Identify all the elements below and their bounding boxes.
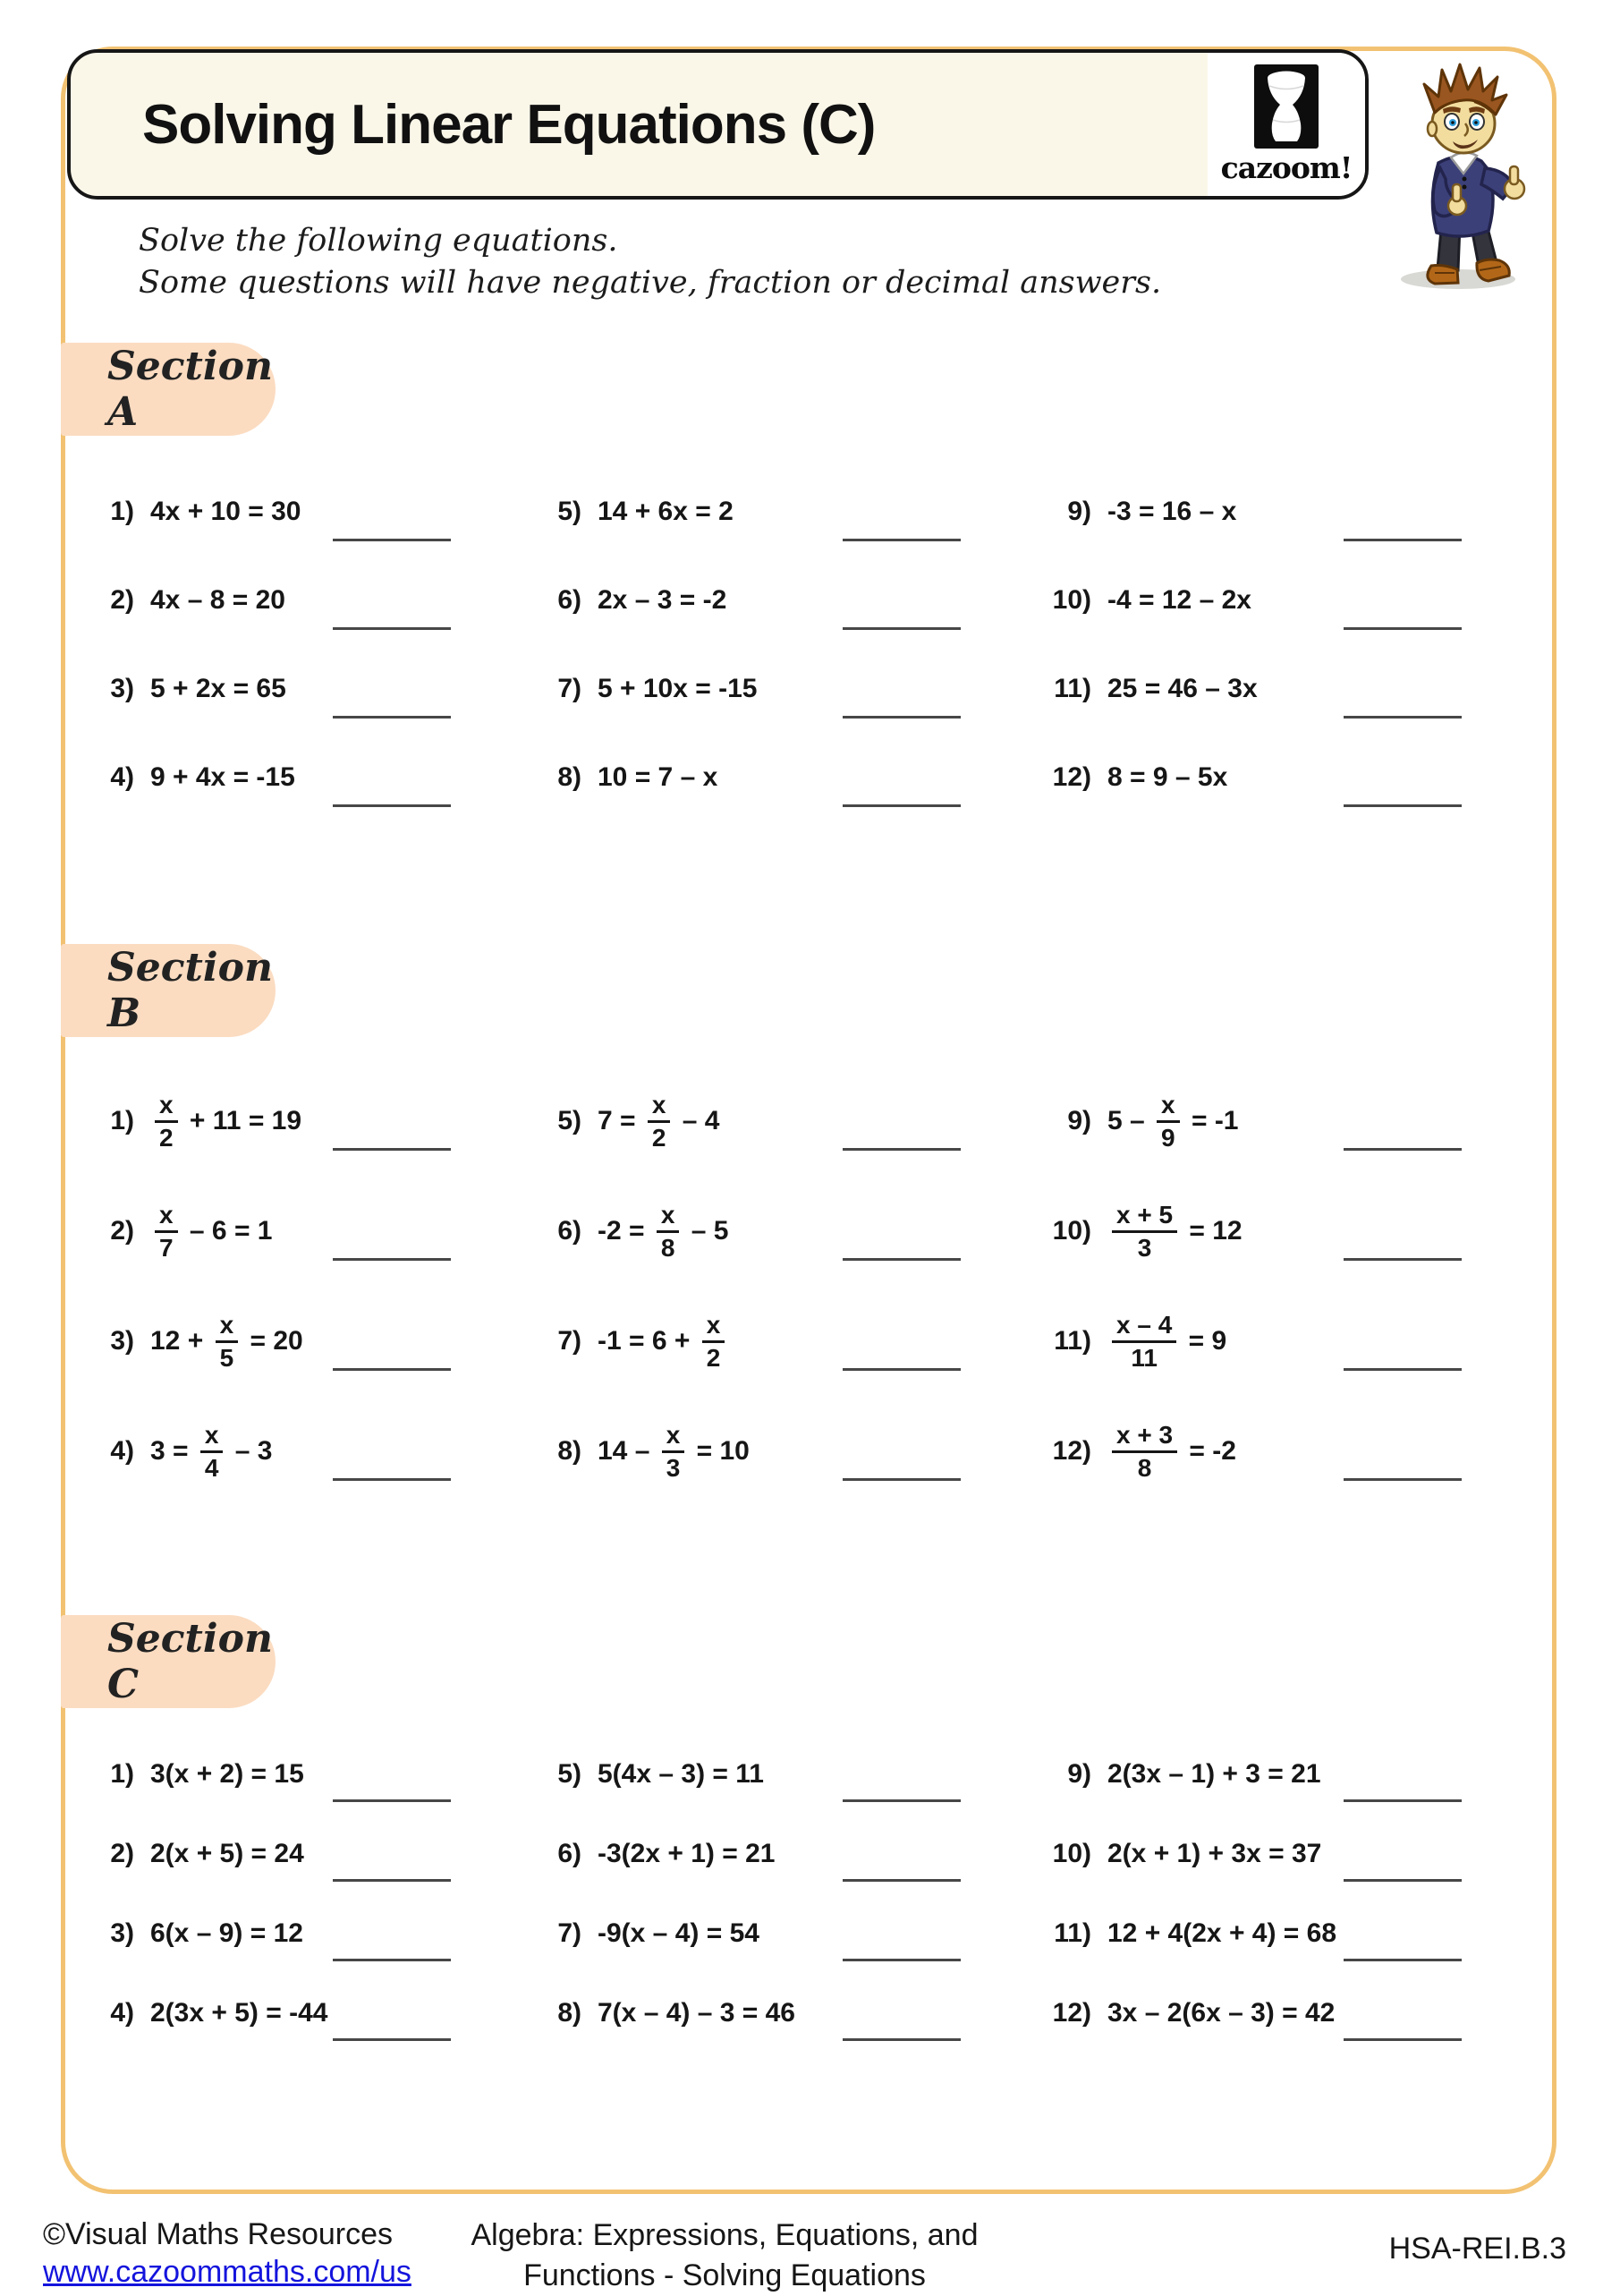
- answer-line[interactable]: [843, 1368, 961, 1371]
- answer-line[interactable]: [333, 1478, 451, 1481]
- answer-line[interactable]: [333, 1148, 451, 1151]
- fraction: $\frac{x + 5}{3}$: [1112, 1203, 1177, 1261]
- question-number: 12): [1052, 761, 1091, 792]
- equation: 5(4x – 3) = 11: [598, 1758, 764, 1789]
- question-number: 10): [1052, 584, 1091, 615]
- fraction: $\frac{x - 4}{11}$: [1112, 1313, 1176, 1371]
- section-c-questions: [85, 1734, 1467, 2053]
- answer-line[interactable]: [843, 1959, 961, 1961]
- question-row: [85, 1286, 456, 1396]
- answer-line[interactable]: [1344, 716, 1462, 719]
- question-number: 9): [1067, 496, 1091, 526]
- equation: 5 + 2x = 65: [150, 673, 286, 703]
- answer-line[interactable]: [843, 1879, 961, 1882]
- equation: -3 = 16 – x: [1107, 496, 1237, 526]
- equation: 12 + 4(2x + 4) = 68: [1107, 1918, 1337, 1948]
- answer-line[interactable]: [333, 1368, 451, 1371]
- fraction: $\frac{x}{2}$: [155, 1093, 178, 1151]
- question-number: 7): [557, 1325, 581, 1356]
- question-row: [1042, 1286, 1467, 1396]
- answer-line[interactable]: [1344, 1879, 1462, 1882]
- question-row: [1042, 1814, 1467, 1893]
- equation: 12 + $\frac{x}{5}$ = 20: [150, 1311, 303, 1372]
- equation: 8 = 9 – 5x: [1107, 761, 1228, 792]
- question-row: [532, 1286, 966, 1396]
- section-b-label: Section B: [61, 944, 276, 1037]
- instructions-line2: Some questions will have negative, fraction or decimal answers.: [139, 265, 1162, 301]
- answer-line[interactable]: [843, 539, 961, 541]
- footer-topic-line1: Algebra: Expressions, Equations, and: [471, 2218, 979, 2252]
- equation: 14 – $\frac{x}{3}$ = 10: [598, 1421, 750, 1482]
- fraction: $\frac{x}{7}$: [155, 1203, 178, 1261]
- answer-line[interactable]: [333, 539, 451, 541]
- question-number: 4): [110, 761, 134, 792]
- title-bar: [67, 49, 1369, 200]
- answer-line[interactable]: [1344, 1148, 1462, 1151]
- question-row: [532, 1893, 966, 1973]
- equation: 4x + 10 = 30: [150, 496, 301, 526]
- equation: 3(x + 2) = 15: [150, 1758, 304, 1789]
- question-number: 10): [1052, 1838, 1091, 1868]
- question-row: [1042, 1893, 1467, 1973]
- equation: 5 – $\frac{x}{9}$ = -1: [1107, 1091, 1239, 1152]
- question-number: 2): [110, 1838, 134, 1868]
- fraction: $\frac{x}{5}$: [216, 1313, 239, 1371]
- question-row: [85, 1814, 456, 1893]
- question-row: [1042, 1066, 1467, 1176]
- question-number: 12): [1052, 1435, 1091, 1466]
- equation: 25 = 46 – 3x: [1107, 673, 1258, 703]
- question-number: 7): [557, 1918, 581, 1948]
- answer-line[interactable]: [333, 1799, 451, 1802]
- section-c-label: Section C: [61, 1615, 276, 1708]
- question-row: [1042, 1176, 1467, 1286]
- question-row: [85, 733, 456, 821]
- question-number: 11): [1054, 1918, 1091, 1948]
- section-a-questions: [85, 467, 1467, 821]
- question-number: 3): [110, 1325, 134, 1356]
- equation: $\frac{x - 4}{11}$ = 9: [1107, 1312, 1226, 1370]
- answer-line[interactable]: [1344, 1258, 1462, 1261]
- cazoom-logo: [1208, 53, 1365, 196]
- equation: 2(3x – 1) + 3 = 21: [1107, 1758, 1321, 1789]
- fraction: $\frac{x}{3}$: [662, 1423, 685, 1481]
- equation: -2 = $\frac{x}{8}$ – 5: [598, 1201, 729, 1262]
- answer-line[interactable]: [333, 716, 451, 719]
- question-row: [1042, 467, 1467, 556]
- answer-line[interactable]: [843, 1148, 961, 1151]
- answer-line[interactable]: [843, 2038, 961, 2041]
- question-row: [532, 644, 966, 733]
- question-row: [85, 1176, 456, 1286]
- equation: 10 = 7 – x: [598, 761, 718, 792]
- answer-line[interactable]: [333, 627, 451, 630]
- equation: 14 + 6x = 2: [598, 496, 734, 526]
- equation: 2(x + 1) + 3x = 37: [1107, 1838, 1322, 1868]
- answer-line[interactable]: [843, 1799, 961, 1802]
- question-number: 5): [557, 1105, 581, 1135]
- standard-code: HSA-REI.B.3: [1388, 2232, 1566, 2266]
- question-row: [85, 1973, 456, 2053]
- question-number: 4): [110, 1435, 134, 1466]
- question-row: [85, 556, 456, 644]
- equation: 2x – 3 = -2: [598, 584, 727, 615]
- question-row: [1042, 733, 1467, 821]
- question-number: 2): [110, 1215, 134, 1246]
- equation: $\frac{x + 3}{8}$ = -2: [1107, 1422, 1236, 1480]
- question-row: [1042, 556, 1467, 644]
- djembe-drum-icon: [1254, 64, 1319, 149]
- question-row: [1042, 1734, 1467, 1814]
- question-row: [85, 1893, 456, 1973]
- question-row: [85, 644, 456, 733]
- question-number: 2): [110, 584, 134, 615]
- question-number: 8): [557, 761, 581, 792]
- fraction: $\frac{x}{2}$: [648, 1093, 671, 1151]
- question-row: [532, 556, 966, 644]
- answer-line[interactable]: [333, 1959, 451, 1961]
- question-row: [532, 1973, 966, 2053]
- equation: 7 = $\frac{x}{2}$ – 4: [598, 1091, 720, 1152]
- answer-line[interactable]: [1344, 2038, 1462, 2041]
- mascot-boy-thumbs-up: [1388, 57, 1536, 292]
- fraction: $\frac{x + 3}{8}$: [1112, 1423, 1177, 1481]
- question-row: [532, 1066, 966, 1176]
- question-number: 1): [110, 1758, 134, 1789]
- page-title: Solving Linear Equations (C): [142, 93, 876, 156]
- answer-line[interactable]: [1344, 627, 1462, 630]
- logo-brand-text: cazoom!: [1220, 149, 1353, 185]
- question-row: [532, 467, 966, 556]
- question-number: 8): [557, 1435, 581, 1466]
- instructions: [139, 220, 1161, 304]
- answer-line[interactable]: [1344, 1799, 1462, 1802]
- question-row: [85, 467, 456, 556]
- equation: -3(2x + 1) = 21: [598, 1838, 776, 1868]
- question-row: [85, 1396, 456, 1506]
- answer-line[interactable]: [843, 1258, 961, 1261]
- question-row: [1042, 1396, 1467, 1506]
- equation: 4x – 8 = 20: [150, 584, 285, 615]
- footer-center: [376, 2215, 1073, 2296]
- question-number: 12): [1052, 1997, 1091, 2028]
- answer-line[interactable]: [1344, 1368, 1462, 1371]
- equation: 5 + 10x = -15: [598, 673, 758, 703]
- question-number: 9): [1067, 1105, 1091, 1135]
- question-number: 1): [110, 496, 134, 526]
- equation: -4 = 12 – 2x: [1107, 584, 1251, 615]
- question-number: 3): [110, 1918, 134, 1948]
- question-row: [532, 1396, 966, 1506]
- equation: 2(3x + 5) = -44: [150, 1997, 328, 2028]
- answer-line[interactable]: [843, 1478, 961, 1481]
- question-number: 7): [557, 673, 581, 703]
- answer-line[interactable]: [1344, 804, 1462, 807]
- question-number: 3): [110, 673, 134, 703]
- question-number: 6): [557, 1215, 581, 1246]
- question-number: 11): [1054, 673, 1091, 703]
- question-number: 6): [557, 584, 581, 615]
- website-link[interactable]: www.cazoommaths.com/us: [43, 2255, 411, 2289]
- question-number: 8): [557, 1997, 581, 2028]
- question-number: 5): [557, 496, 581, 526]
- fraction: $\frac{x}{4}$: [200, 1423, 224, 1481]
- answer-line[interactable]: [333, 1258, 451, 1261]
- question-number: 4): [110, 1997, 134, 2028]
- answer-line[interactable]: [333, 2038, 451, 2041]
- answer-line[interactable]: [1344, 1959, 1462, 1961]
- question-number: 5): [557, 1758, 581, 1789]
- answer-line[interactable]: [843, 716, 961, 719]
- equation: $\frac{x}{2}$ + 11 = 19: [150, 1092, 301, 1150]
- answer-line[interactable]: [843, 804, 961, 807]
- answer-line[interactable]: [333, 804, 451, 807]
- question-number: 11): [1054, 1325, 1091, 1356]
- fraction: $\frac{x}{8}$: [657, 1203, 680, 1261]
- question-number: 10): [1052, 1215, 1091, 1246]
- copyright-text: ©Visual Maths Resources: [43, 2217, 394, 2251]
- answer-line[interactable]: [843, 627, 961, 630]
- answer-line[interactable]: [1344, 1478, 1462, 1481]
- answer-line[interactable]: [1344, 539, 1462, 541]
- question-row: [85, 1734, 456, 1814]
- question-row: [532, 733, 966, 821]
- footer-left: [43, 2215, 411, 2291]
- question-number: 9): [1067, 1758, 1091, 1789]
- equation: 3 = $\frac{x}{4}$ – 3: [150, 1421, 273, 1482]
- answer-line[interactable]: [333, 1879, 451, 1882]
- fraction: $\frac{x}{9}$: [1157, 1093, 1180, 1151]
- equation: -1 = 6 + $\frac{x}{2}$: [598, 1312, 729, 1370]
- section-b-questions: [85, 1066, 1467, 1506]
- equation: 2(x + 5) = 24: [150, 1838, 304, 1868]
- question-number: 6): [557, 1838, 581, 1868]
- equation: 7(x – 4) – 3 = 46: [598, 1997, 795, 2028]
- equation: $\frac{x + 5}{3}$ = 12: [1107, 1202, 1243, 1260]
- section-a-label: Section A: [61, 343, 276, 436]
- question-row: [532, 1734, 966, 1814]
- question-row: [532, 1176, 966, 1286]
- question-row: [532, 1814, 966, 1893]
- equation: 6(x – 9) = 12: [150, 1918, 303, 1948]
- fraction: $\frac{x}{2}$: [702, 1313, 725, 1371]
- question-row: [1042, 1973, 1467, 2053]
- question-row: [1042, 644, 1467, 733]
- equation: 9 + 4x = -15: [150, 761, 295, 792]
- question-row: [85, 1066, 456, 1176]
- footer-topic-line2: Functions - Solving Equations: [523, 2258, 926, 2292]
- question-number: 1): [110, 1105, 134, 1135]
- instructions-line1: Solve the following equations.: [139, 223, 618, 259]
- equation: $\frac{x}{7}$ – 6 = 1: [150, 1202, 273, 1260]
- equation: -9(x – 4) = 54: [598, 1918, 759, 1948]
- equation: 3x – 2(6x – 3) = 42: [1107, 1997, 1336, 2028]
